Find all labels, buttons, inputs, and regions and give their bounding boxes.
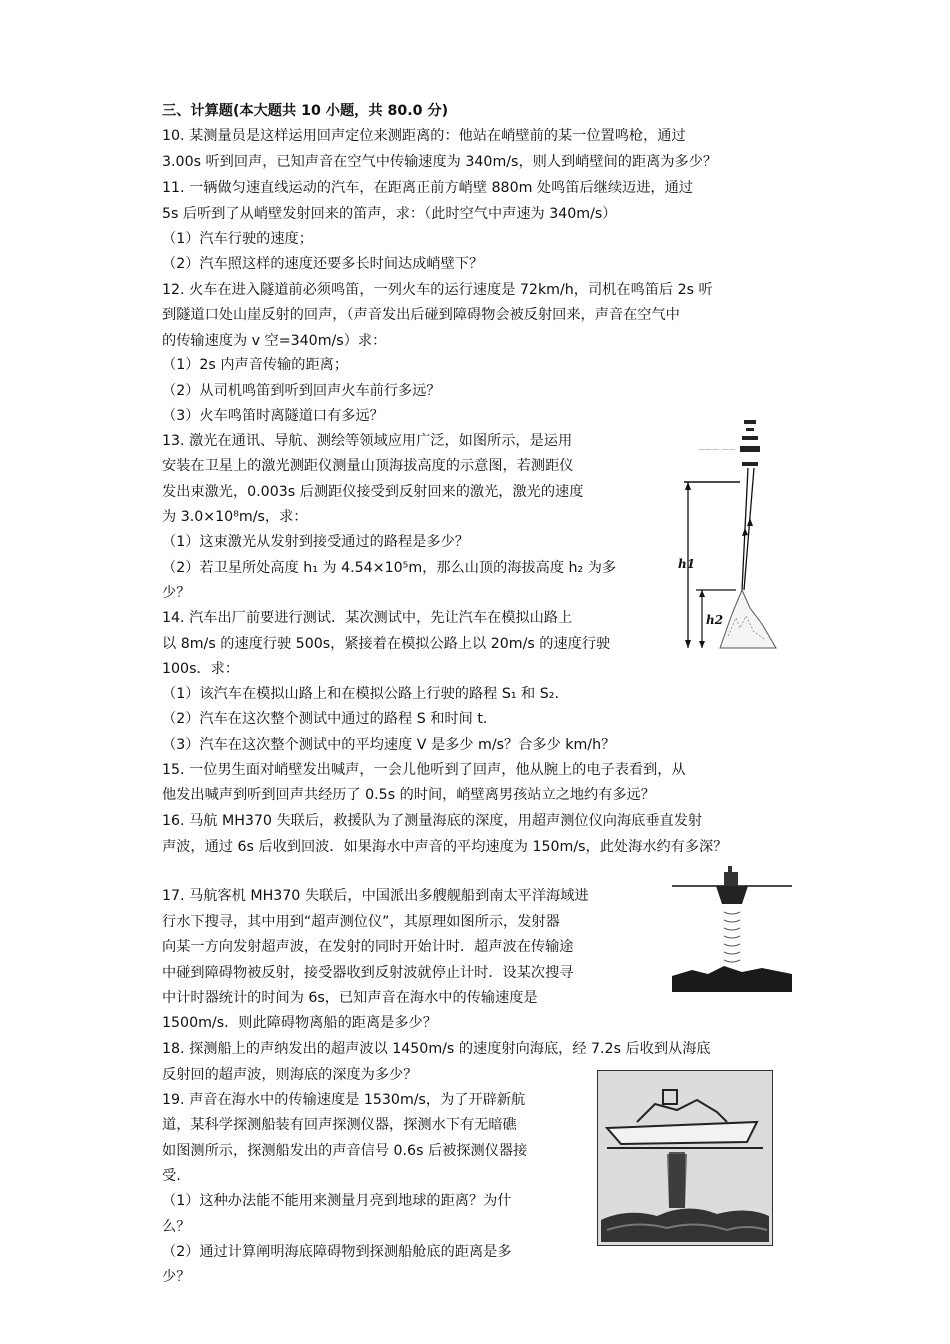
- echo-sounder-ship-figure: [597, 1070, 773, 1246]
- q14-line-3: 100s．求：: [162, 661, 240, 677]
- q18-line-2: 反射回的超声波，则海底的深度为多少？: [162, 1067, 418, 1083]
- q19-line-7: （2）通过计算阐明海底障碍物到探测船舱底的距离是多: [162, 1244, 512, 1260]
- q19-line-8: 少？: [162, 1269, 191, 1285]
- q17-line-5: 中计时器统计的时间为 6s，已知声音在海水中的传输速度是: [162, 990, 538, 1006]
- q10-line-1: 10. 某测量员是这样运用回声定位来测距离的：他站在峭壁前的某一位置鸣枪，通过: [162, 128, 686, 144]
- q18-line-1: 18. 探测船上的声纳发出的超声波以 1450m/s 的速度射向海底，经 7.2s 后收到从海底: [162, 1041, 711, 1057]
- svg-text:——— ——: [698, 445, 735, 453]
- beam-arrow: [742, 528, 748, 536]
- ship-cabin: [724, 872, 738, 886]
- q11-line-1: 11. 一辆做匀速直线运动的汽车，在距离正前方峭壁 880m 处鸣笛后继续迈进，通过: [162, 180, 693, 196]
- q19-line-3: 如图测所示，探测船发出的声音信号 0.6s 后被探测仪器接: [162, 1143, 528, 1159]
- satellite-part: [742, 436, 758, 440]
- q15-line-2: 他发出喊声到听到回声共经历了 0.5s 的时间，峭壁离男孩站立之地约有多远？: [162, 787, 655, 803]
- satellite-body: [740, 446, 760, 452]
- q13-line-5: （1）这束激光从发射到接受通过的路程是多少？: [162, 534, 469, 550]
- q13-line-3: 发出束激光，0.003s 后测距仪接受到反射回来的激光，激光的速度: [162, 484, 584, 500]
- q15-line-1: 15. 一位男生面对峭壁发出喊声，一会儿他听到了回声，他从腕上的电子表看到，从: [162, 762, 686, 778]
- q16-line-1: 16. 马航 MH370 失联后，救援队为了测量海底的深度，用超声测位仪向海底垂直发射: [162, 813, 703, 829]
- q12-line-5: （2）从司机鸣笛到听到回声火车前行多远？: [162, 383, 441, 399]
- q14-line-1: 14. 汽车出厂前要进行测试．某次测试中，先让汽车在模拟山路上: [162, 610, 573, 626]
- seabed: [672, 976, 792, 992]
- q10-line-2: 3.00s 听到回声，已知声音在空气中传输速度为 340m/s，则人到峭壁间的距离为多少？: [162, 154, 718, 170]
- q17-line-6: 1500m/s．则此障碍物离船的距离是多少？: [162, 1015, 437, 1031]
- satellite-part: [746, 428, 754, 431]
- q14-line-5: （2）汽车在这次整个测试中通过的路程 S 和时间 t.: [162, 711, 488, 727]
- q13-line-2: 安装在卫星上的激光测距仪测量山顶海拔高度的示意图，若测距仪: [162, 458, 574, 474]
- sonar-ship-figure: [672, 864, 792, 992]
- q11-line-3: （1）汽车行驶的速度；: [162, 231, 313, 247]
- q17-line-4: 中碰到障碍物被反射，接受器收到反射波就停止计时．设某次搜寻: [162, 965, 574, 981]
- q11-line-4: （2）汽车照这样的速度还要多长时间达成峭壁下？: [162, 256, 484, 272]
- q13-line-4: 为 3.0×10⁸m/s，求：: [162, 509, 308, 525]
- q12-line-4: （1）2s 内声音传输的距离；: [162, 357, 349, 373]
- q12-line-1: 12. 火车在进入隧道前必须鸣笛，一列火车的运行速度是 72km/h，司机在鸣笛后 2s 听: [162, 282, 713, 298]
- section-title: 三、计算题(本大题共 10 小题，共 80.0 分): [162, 103, 449, 119]
- ship-mast: [728, 866, 732, 872]
- label-h2: h2: [706, 613, 724, 627]
- label-h1: h1: [678, 557, 696, 571]
- q17-line-1: 17. 马航客机 MH370 失联后，中国派出多艘舰船到南太平洋海域进: [162, 888, 589, 904]
- q19-line-2: 道，某科学探测船装有回声探测仪器，探测水下有无暗礁: [162, 1117, 517, 1133]
- arrow-up: [699, 590, 705, 597]
- q13-line-7: 少？: [162, 585, 191, 601]
- q19-line-1: 19. 声音在海水中的传输速度是 1530m/s，为了开辟新航: [162, 1092, 526, 1108]
- satellite-part: [742, 462, 758, 466]
- q17-line-2: 行水下搜寻，其中用到“超声测位仪”，其原理如图所示，发射器: [162, 914, 560, 930]
- arrow-down: [699, 641, 705, 648]
- q13-line-6: （2）若卫星所处高度 h₁ 为 4.54×10⁵m，那么山顶的海拔高度 h₂ 为多: [162, 560, 617, 576]
- arrow-up: [685, 482, 691, 490]
- q12-line-2: 到隧道口处山崖反射的回声，（声音发出后碰到障碍物会被反射回来，声音在空气中: [162, 307, 680, 323]
- fig-decoration: ——— ——: [698, 445, 736, 453]
- q14-line-2: 以 8m/s 的速度行驶 500s，紧接着在模拟公路上以 20m/s 的速度行驶: [162, 636, 611, 652]
- q19-line-5: （1）这种办法能不能用来测量月亮到地球的距离？为什: [162, 1193, 512, 1209]
- q16-line-2: 声波，通过 6s 后收到回波．如果海水中声音的平均速度为 150m/s，此处海水约有多深？: [162, 839, 728, 855]
- q13-line-1: 13. 激光在通讯、导航、测绘等领域应用广泛，如图所示，是运用: [162, 433, 573, 449]
- q14-line-6: （3）汽车在这次整个测试中的平均速度 V 是多少 m/s？合多少 km/h？: [162, 737, 616, 753]
- arrow-down: [685, 640, 691, 648]
- laser-satellite-figure: [676, 418, 796, 658]
- q19-line-6: 么？: [162, 1219, 191, 1235]
- q19-line-4: 受.: [162, 1168, 181, 1184]
- beam-arrow: [747, 518, 753, 526]
- q11-line-2: 5s 后听到了从峭壁发射回来的笛声，求：（此时空气中声速为 340m/s）: [162, 206, 617, 222]
- q12-line-6: （3）火车鸣笛时离隧道口有多远？: [162, 408, 384, 424]
- mountain-shape: [720, 590, 776, 648]
- q12-line-3: 的传输速度为 v 空=340m/s）求：: [162, 333, 387, 349]
- satellite-part: [744, 420, 756, 424]
- q17-line-3: 向某一方向发射超声波，在发射的同时开始计时．超声波在传输途: [162, 939, 574, 955]
- q14-line-4: （1）该汽车在模拟山路上和在模拟公路上行驶的路程 S₁ 和 S₂.: [162, 686, 559, 702]
